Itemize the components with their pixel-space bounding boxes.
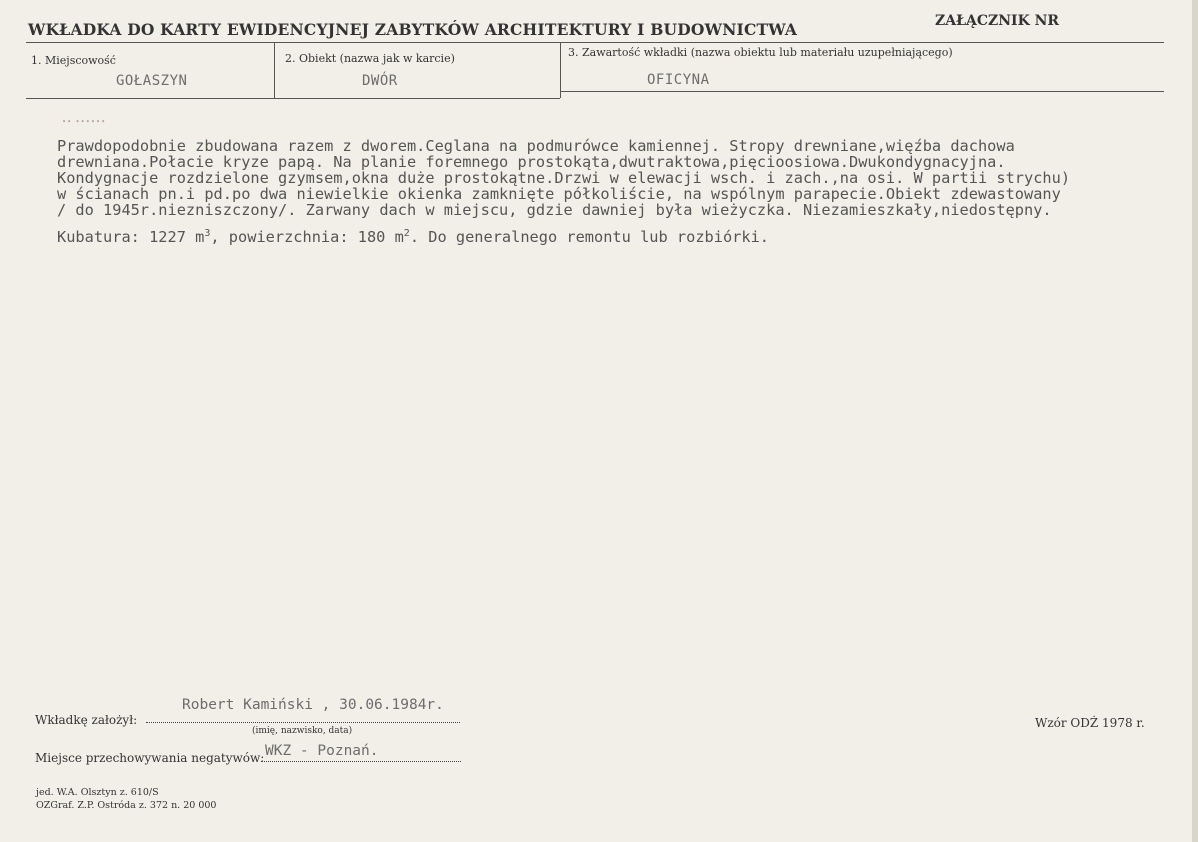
annex-label: ZAŁĄCZNIK NR: [935, 13, 1060, 29]
field-underline-1: [26, 98, 274, 99]
area-exponent: 2: [403, 228, 410, 239]
printer-line-2: OZGraf. Z.P. Ostróda z. 372 n. 20 000: [36, 800, 217, 811]
description-line: drewniana.Połacie kryze papą. Na planie foremnego prostokąta,dwutraktowa,pięcioosiowa.Dwukondygnacyjna.: [57, 153, 1006, 171]
field-underline-3: [560, 91, 1164, 92]
field-underline-2: [274, 98, 560, 99]
created-by-dotted-line: [146, 722, 460, 723]
field-value-locality: GOŁASZYN: [116, 73, 188, 89]
field-value-object: DWÓR: [362, 73, 398, 89]
field-label-contents: 3. Zawartość wkładki (nazwa obiektu lub materiału uzupełniającego): [568, 46, 953, 59]
form-title: WKŁADKA DO KARTY EWIDENCYJNEJ ZABYTKÓW ARCHITEKTURY I BUDOWNICTWA: [28, 20, 798, 39]
area-label: , powierzchnia: 180 m: [210, 228, 404, 247]
field-label-object: 2. Obiekt (nazwa jak w karcie): [285, 52, 455, 65]
description-text: [57, 138, 1167, 245]
form-reference: Wzór ODŻ 1978 r.: [1035, 716, 1145, 730]
recommendation: . Do generalnego remontu lub rozbiórki.: [409, 228, 769, 247]
field-label-locality: 1. Miejscowość: [31, 54, 116, 67]
printer-line-1: jed. W.A. Olsztyn z. 610/S: [36, 787, 159, 798]
description-line: / do 1945r.niezniszczony/. Zarwany dach w miejscu, gdzie dawniej była wieżyczka. Niezamieszkały,niedostępny.: [57, 201, 1052, 219]
volume-line: [57, 226, 1167, 245]
created-by-label: Wkładkę założył:: [35, 713, 138, 727]
field-divider-1: [274, 42, 275, 98]
created-by-value: Robert Kamiński , 30.06.1984r.: [182, 697, 444, 713]
field-value-contents: OFICYNA: [647, 72, 710, 88]
field-divider-2: [560, 42, 561, 98]
storage-label: Miejsce przechowywania negatywów:: [35, 751, 265, 765]
description-line: Kondygnacje rozdzielone gzymsem,okna duże prostokątne.Drzwi w elewacji wsch. i zach.,na osi. W partii strychu): [57, 169, 1071, 187]
description-line: w ścianach pn.i pd.po dwa niewielkie okienka zamknięte półkoliście, na wspólnym parapecie.Obiekt zdewastowany: [57, 185, 1061, 203]
created-by-hint: (imię, nazwisko, data): [252, 726, 353, 736]
storage-dotted-line: [261, 761, 461, 762]
header-rule: [26, 42, 1164, 43]
description-line: Prawdopodobnie zbudowana razem z dworem.Ceglana na podmurówce kamiennej. Stropy drewniane,więźba dachowa: [57, 137, 1015, 155]
faint-stamp: •• ••••••: [62, 118, 107, 126]
storage-value: WKZ - Poznań.: [265, 743, 379, 759]
volume-label: Kubatura: 1227 m: [57, 228, 205, 247]
volume-exponent: 3: [204, 228, 211, 239]
